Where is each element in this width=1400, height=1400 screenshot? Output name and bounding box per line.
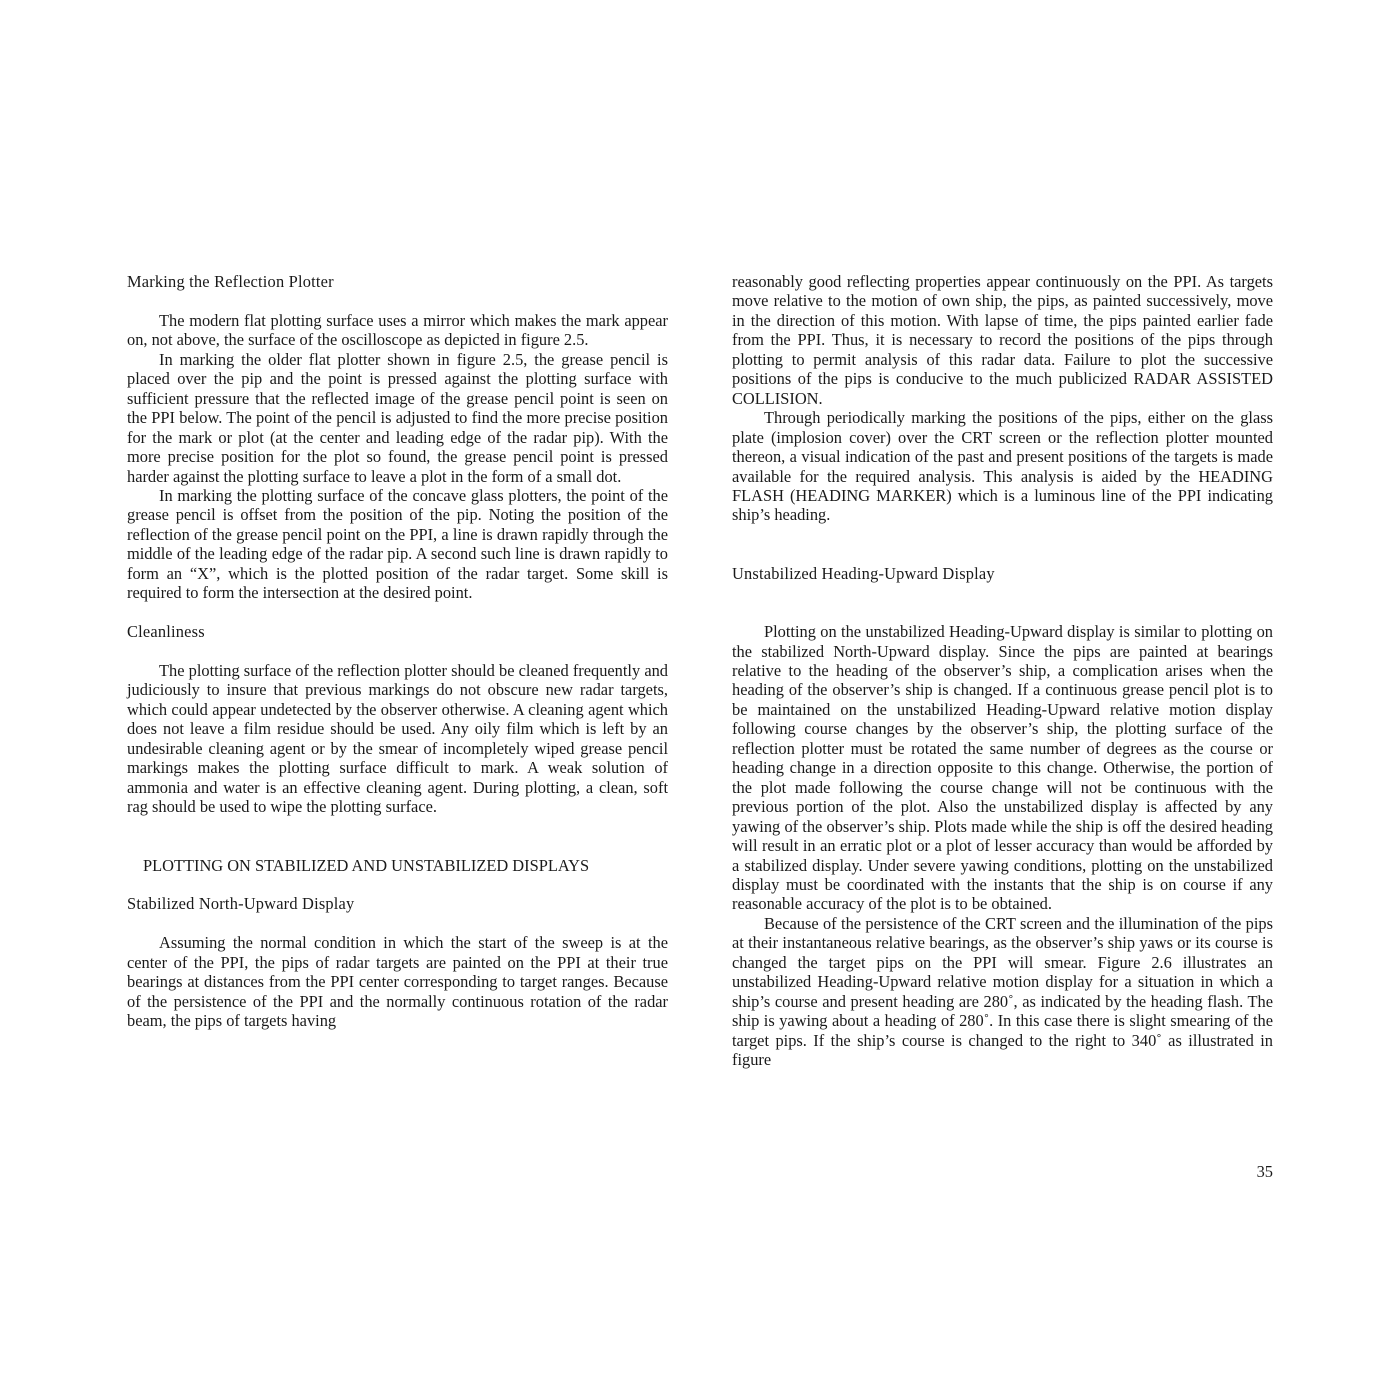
cleanliness-heading: Cleanliness [127,622,205,642]
section-heading: PLOTTING ON STABILIZED AND UNSTABILIZED DISPLAYS [143,855,590,875]
periodic-marking-paragraph: Through periodically marking the positions of the pips, either on the glass plate (implosion cover) over the CRT screen or the reflection plotter mounted thereon, a visual indication of the past and present positions of the targets is made available for the required analysis. This analysis is aided by the HEADING FLASH (HEADING MARKER) which is a luminous line of the PPI indicating ship’s heading. [732,408,1273,525]
continued-paragraph: reasonably good reflecting properties appear continuously on the PPI. As targets move relative to the motion of own ship, the pips, as painted successively, move in the direction of this motion. With lapse of time, the pips painted earlier fade from the PPI. Thus, it is necessary to record the positions of the pips through plotting to permit analysis of this radar data. Failure to plot the successive positions of the pips is conducive to the much publicized RADAR ASSISTED COLLISION. [732,272,1273,408]
marking-paragraph-2: In marking the older flat plotter shown in figure 2.5, the grease pencil is placed over the pip and the point is pressed against the plotting surface with sufficient pressure that the reflected image of the grease pencil point is seen on the PPI below. The point of the pencil is adjusted to find the more precise position for the mark or plot (at the center and leading edge of the radar pip). With the more precise position for the plot so found, the grease pencil point is pressed harder against the plotting surface to leave a plot in the form of a small dot. [127,349,668,486]
spacer [127,875,668,894]
spacer [732,525,1273,564]
marking-paragraph-1: The modern flat plotting surface uses a mirror which makes the mark appear on, not above, the surface of the oscilloscope as depicted in figure 2.5. [127,310,668,350]
cleanliness-paragraph: The plotting surface of the reflection plotter should be cleaned frequently and judiciously to insure that previous markings do not obscure new radar targets, which could appear undetected by the observer otherwise. A cleaning agent which does not leave a film residue should be used. Any oily film which is left by an undesirable cleaning agent or by the smear of incompletely wiped grease pencil markings makes the plotting surface difficult to mark. A weak solution of ammonia and water is an effective cleaning agent. During plotting, a clean, soft rag should be used to wipe the plotting surface. [127,661,668,817]
unstabilized-paragraph-2: Because of the persistence of the CRT screen and the illumination of the pips at their instantaneous relative bearings, as the observer’s ship yaws or its course is changed the target pips on the PPI will smear. Figure 2.6 illustrates an unstabilized Heading-Upward relative motion display for a situation in which a ship’s course and present heading are 280˚, as indicated by the heading flash. The ship is yawing about a heading of 280˚. In this case there is slight smearing of the target pips. If the ship’s course is changed to the right to 340˚ as illustrated in figure [732,913,1273,1070]
spacer [732,583,1273,622]
page-number: 35 [1256,1162,1273,1181]
spacer [127,817,668,856]
right-column [732,272,1273,1070]
unstabilized-paragraph-1: Plotting on the unstabilized Heading-Upward display is similar to plotting on the stabilized North-Upward display. Since the pips are painted at bearings relative to the heading of the observer’s ship, a complication arises when the heading of the observer’s ship is changed. If a continuous grease pencil plot is to be maintained on the unstabilized Heading-Upward relative motion display following course changes by the observer’s ship, the plotting surface of the reflection plotter must be rotated the same number of degrees as the course or heading change in a direction opposite to this change. Otherwise, the portion of the plot made following the course change will not be continuous with the previous portion of the plot. Also the unstabilized display is affected by any yawing of the observer’s ship. Plots made while the ship is off the desired heading will result in an erratic plot or a plot of lesser accuracy than would be afforded by a stabilized display. Under severe yawing conditions, plotting on the unstabilized display must be coordinated with the instants that the ship is on course if any reasonable accuracy of the plot is to be obtained. [732,622,1273,914]
spacer [127,603,668,622]
unstabilized-heading: Unstabilized Heading-Upward Display [732,563,995,583]
stabilized-heading: Stabilized North-Upward Display [127,894,355,914]
marking-heading: Marking the Reflection Plotter [127,272,334,291]
left-column [127,272,668,1031]
spacer [127,642,668,661]
spacer [127,914,668,933]
marking-paragraph-3: In marking the plotting surface of the concave glass plotters, the point of the grease pencil is offset from the position of the pip. Noting the position of the reflection of the grease pencil point on the PPI, a line is drawn rapidly through the middle of the leading edge of the radar pip. A second such line is drawn rapidly to form an “X”, which is the plotted position of the radar target. Some skill is required to form the intersection at the desired point. [127,485,668,603]
spacer [127,291,668,310]
stabilized-paragraph: Assuming the normal condition in which the start of the sweep is at the center of the PPI, the pips of radar targets are painted on the PPI at their true bearings at distances from the PPI center corresponding to target ranges. Because of the persistence of the PPI and the normally continuous rotation of the radar beam, the pips of targets having [127,933,668,1031]
